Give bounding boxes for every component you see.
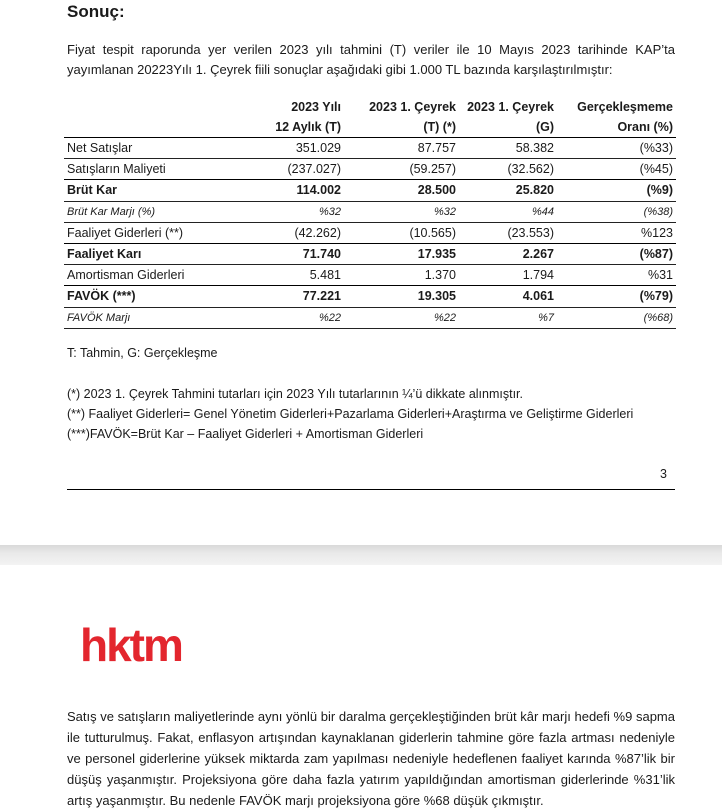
value-cell: (%45) — [557, 159, 676, 180]
row-label: Brüt Kar — [64, 180, 254, 201]
page-separator — [0, 545, 722, 565]
value-cell: 5.481 — [254, 265, 344, 286]
footnote: (**) Faaliyet Giderleri= Genel Yönetim Giderleri+Pazarlama Giderleri+Araştırma ve Geliştirme Giderleri — [67, 407, 634, 421]
table-row — [64, 180, 676, 201]
value-cell: %123 — [557, 222, 676, 243]
value-cell: (%38) — [557, 201, 676, 222]
footnote: (*) 2023 1. Çeyrek Tahmini tutarları için 2023 Yılı tutarlarının ¼’ü dikkate alınmıştır. — [67, 387, 524, 401]
row-label: Amortisman Giderleri — [64, 265, 254, 286]
value-cell: (%68) — [557, 307, 676, 328]
header-cell: Gerçekleşmeme — [577, 100, 673, 114]
value-cell: (%33) — [557, 138, 676, 159]
value-cell: (237.027) — [254, 159, 344, 180]
analysis-paragraph: Satış ve satışların maliyetlerinde aynı yönlü bir daralma gerçekleştiğinden brüt kâr marjı hedefi %9 sapma ile tutturulmuş. Fakat, enflasyon artışından kaynaklanan giderlerin tahmine göre fazla artması nedeniyle ve personel giderlerine yüksek miktarda zam yapılması nedeniyle hedeflenen faaliyet karında %87’lik bir düşüş yaşanmıştır. Projeksiyona göre daha fazla yatırım yapıldığından amortisman giderlerinde %31’lik artış yaşanmıştır. Bu nedenle FAVÖK marjı projeksiyona göre %68 düşük çıkmıştır. — [67, 709, 675, 808]
row-label: Faaliyet Karı — [64, 243, 254, 264]
value-cell: 19.305 — [344, 286, 459, 307]
row-label: Faaliyet Giderleri (**) — [64, 222, 254, 243]
header-cell: 2023 Yılı — [291, 100, 341, 114]
table-row — [64, 243, 676, 264]
value-cell: %44 — [459, 201, 557, 222]
value-cell: 77.221 — [254, 286, 344, 307]
value-cell: (42.262) — [254, 222, 344, 243]
value-cell: 2.267 — [459, 243, 557, 264]
value-cell: %32 — [254, 201, 344, 222]
value-cell: (59.257) — [344, 159, 459, 180]
table-row — [64, 286, 676, 307]
value-cell: (32.562) — [459, 159, 557, 180]
value-cell: 25.820 — [459, 180, 557, 201]
value-cell: 1.370 — [344, 265, 459, 286]
value-cell: (%9) — [557, 180, 676, 201]
value-cell: %22 — [254, 307, 344, 328]
header-cell: (G) — [459, 117, 557, 138]
value-cell: (23.553) — [459, 222, 557, 243]
value-cell: 17.935 — [344, 243, 459, 264]
table-row — [64, 201, 676, 222]
header-cell: 2023 1. Çeyrek — [369, 100, 456, 114]
value-cell: 114.002 — [254, 180, 344, 201]
value-cell: 4.061 — [459, 286, 557, 307]
table-row — [64, 222, 676, 243]
value-cell: 87.757 — [344, 138, 459, 159]
header-cell: (T) (*) — [344, 117, 459, 138]
header-cell — [64, 117, 254, 138]
value-cell: 71.740 — [254, 243, 344, 264]
table-header-row — [64, 117, 676, 138]
table-row — [64, 159, 676, 180]
header-cell — [64, 97, 254, 117]
row-label: Brüt Kar Marjı (%) — [64, 201, 254, 222]
table-row — [64, 138, 676, 159]
value-cell: 28.500 — [344, 180, 459, 201]
document-page-4 — [0, 565, 722, 808]
row-label: FAVÖK (***) — [64, 286, 254, 307]
footnotes — [67, 384, 633, 444]
table-row — [64, 265, 676, 286]
table-header-row — [64, 97, 676, 117]
comparison-table — [64, 97, 676, 329]
intro-paragraph: Fiyat tespit raporunda yer verilen 2023 yılı tahmini (T) veriler ile 10 Mayıs 2023 tarihinde KAP’ta yayımlanan 20223Yılı 1. Çeyrek fiili sonuçlar aşağıdaki gibi 1.000 TL bazında karşılaştırılmıştır: — [67, 42, 675, 77]
value-cell: (%79) — [557, 286, 676, 307]
value-cell: %22 — [344, 307, 459, 328]
row-label: Net Satışlar — [64, 138, 254, 159]
value-cell: (10.565) — [344, 222, 459, 243]
value-cell: (%87) — [557, 243, 676, 264]
footer-divider — [67, 489, 675, 490]
value-cell: 1.794 — [459, 265, 557, 286]
abbreviation-legend: T: Tahmin, G: Gerçekleşme — [67, 346, 218, 360]
section-heading: Sonuç: — [67, 2, 125, 21]
header-cell: 2023 1. Çeyrek — [467, 100, 554, 114]
hktm-logo: hktm — [80, 619, 182, 671]
value-cell: %31 — [557, 265, 676, 286]
row-label: Satışların Maliyeti — [64, 159, 254, 180]
table-row — [64, 307, 676, 328]
header-cell: 12 Aylık (T) — [254, 117, 344, 138]
page-number: 3 — [660, 467, 667, 481]
footnote: (***)FAVÖK=Brüt Kar – Faaliyet Giderleri + Amortisman Giderleri — [67, 427, 424, 441]
row-label: FAVÖK Marjı — [64, 307, 254, 328]
value-cell: %32 — [344, 201, 459, 222]
header-cell: Oranı (%) — [557, 117, 676, 138]
value-cell: 351.029 — [254, 138, 344, 159]
value-cell: 58.382 — [459, 138, 557, 159]
value-cell: %7 — [459, 307, 557, 328]
